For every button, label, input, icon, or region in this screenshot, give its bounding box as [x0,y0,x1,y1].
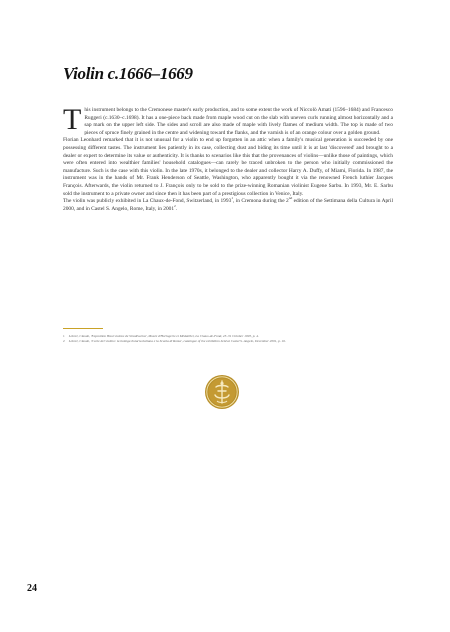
footnote-ref-2[interactable]: 2 [174,203,176,208]
footnote-number: 2 [63,339,65,344]
footnote-2 [63,339,393,344]
paragraph-1-text: his instrument belongs to the Cremonese master's early production, and to some extent the work of Niccolò Amati (1596–1684) and Francesco Ruggeri (c.1630–c.1698). It has a one-piece back made from maple wood cut on the slab with uneven curls running almost horizontally and a sap mark on the upper left side. The sides and scroll are also made of maple with lively flames of medium width. The top is made of two pieces of spruce finely grained in the centre and widening toward the flanks, and the varnish is of an orange colour over a golden ground. [84,107,393,136]
page-title: Violin c.1666–1669 [63,64,193,83]
paragraph-2: Florian Leonhard remarked that it is not unusual for a violin to end up forgotten in an attic when a family's musical generation is succeeded by one possessing different tastes. The instrument lies patiently in its case, collecting dust and biding its time until it is at last 'discovered' and brought to a dealer or expert to determine its value or authenticity. It is thanks to scenarios like this that the provenances of violins—unlike those of paintings, which were often entered into wealthier families' household catalogues—can rarely be traced unbroken to the person who initially commissioned the manufacture. Such is the case with this violin. In the late 1970s, it belonged to the dealer and collector Harry A. Duffy, of Miami, Florida. In 1987, the instrument was in the hands of Mr. Frank Henderson of Seattle, Washington, who apparently bought it via the renowned French luthier Jacques François. Afterwards, the violin returned to J. François only to be sold to the prize-winning Romanian violinist Eugene Sarbu. In 1993, Mr. E. Sarbu sold the instrument to a private owner and since then it has been part of a prestigious collection in Venice, Italy. [63,137,393,197]
footnote-ref-1[interactable]: 1 [231,196,234,201]
footnote-text: Lohrer, Claude, 'L'arte del violino: la bottega liutaria italiana e la Scuola di Roma', catalogue of the exhibition held at Castel S. Angelo, December 2001, p. 16. [68,339,286,344]
paragraph-3-text-a: The violin was publicly exhibited in La Chaux-de-Fond, Switzerland, in 1993 [63,198,232,205]
footnote-divider [63,328,103,329]
footnote-text: Lohrer, Claude, 'Exposition Haut violons de Stradivarius', Musée d'Horlogerie et Médaillier, La Chaux-de-Fond, 23–31 October 1993, p. 4. [68,334,259,338]
footnotes [63,334,393,344]
paragraph-1 [63,103,393,137]
paragraph-3-text-c: edition of the Settimana della Cultura in April 2000, and in Castel S. Angelo, Rome, Italy, in 2001 [63,198,393,212]
body-text [63,103,393,213]
drop-cap: T [63,103,82,136]
ordinal-suffix: nd [288,196,293,201]
footnote-number: 1 [63,334,65,338]
page-number: 24 [27,583,37,594]
paragraph-3-text-d: . [175,205,178,212]
monogram-seal-icon [204,374,240,410]
paragraph-3 [63,198,393,213]
paragraph-3-text-b: , in Cremona during the 2 [233,198,289,205]
